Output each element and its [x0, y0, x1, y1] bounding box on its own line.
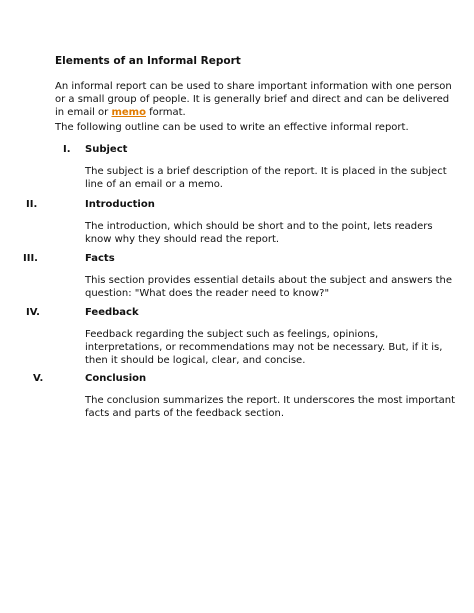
- section-line: The introduction, which should be short and to the point, lets readers: [85, 221, 433, 232]
- section-line: question: "What does the reader need to know?": [85, 288, 330, 299]
- intro-line-3: [55, 106, 452, 119]
- section-text-conclusion: [85, 394, 455, 420]
- section-line: line of an email or a memo.: [85, 179, 223, 190]
- section-heading-conclusion: Conclusion: [85, 373, 147, 384]
- section-line: This section provides essential details about the subject and answers the: [85, 275, 453, 286]
- section-line: then it should be logical, clear, and concise.: [85, 355, 306, 366]
- intro-line-3-before: in email or: [55, 107, 112, 118]
- section-heading-feedback: Feedback: [85, 307, 139, 318]
- section-heading-introduction: Introduction: [85, 199, 155, 210]
- section-text-introduction: [85, 220, 433, 246]
- intro-line-1: An informal report can be used to share important information with one person: [55, 81, 452, 92]
- section-line: know why they should read the report.: [85, 234, 280, 245]
- section-line: Feedback regarding the subject such as feelings, opinions,: [85, 329, 379, 340]
- section-heading-facts: Facts: [85, 253, 115, 264]
- section-numeral: I.: [63, 144, 71, 155]
- section-line: The conclusion summarizes the report. It underscores the most important: [85, 395, 456, 406]
- section-text-feedback: [85, 328, 442, 367]
- section-numeral: III.: [23, 253, 38, 264]
- section-numeral: IV.: [26, 307, 40, 318]
- document-title: Elements of an Informal Report: [55, 55, 241, 67]
- section-text-subject: [85, 165, 447, 191]
- outline-note: The following outline can be used to write an effective informal report.: [55, 122, 409, 133]
- intro-line-3-after: format.: [145, 107, 186, 118]
- section-heading-subject: Subject: [85, 144, 128, 155]
- section-line: interpretations, or recommendations may not be necessary. But, if it is,: [85, 342, 443, 353]
- memo-link[interactable]: memo: [111, 107, 146, 118]
- section-numeral: II.: [26, 199, 38, 210]
- section-line: The subject is a brief description of the report. It is placed in the subject: [85, 166, 447, 177]
- section-text-facts: [85, 274, 452, 300]
- intro-line-2: or a small group of people. It is generally brief and direct and can be delivered: [55, 94, 450, 105]
- intro-paragraph: [55, 80, 452, 119]
- section-numeral: V.: [33, 373, 44, 384]
- section-line: facts and parts of the feedback section.: [85, 408, 285, 419]
